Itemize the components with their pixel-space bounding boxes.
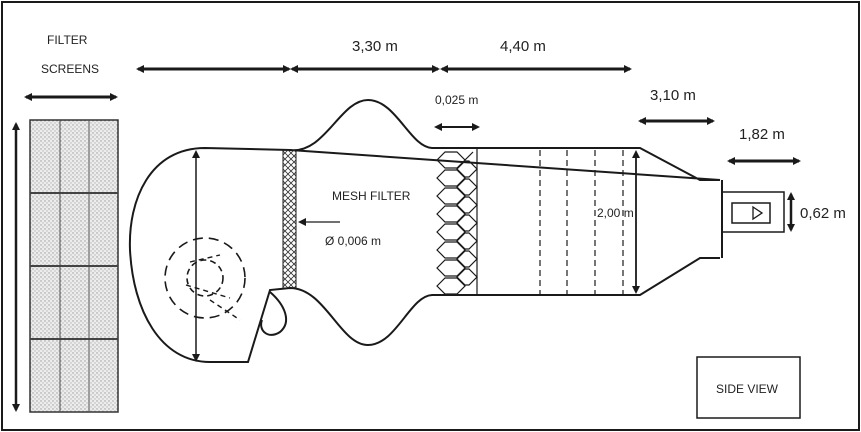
side-view-label: SIDE VIEW xyxy=(716,382,779,396)
filter-screens xyxy=(30,120,118,412)
mesh-diameter-label: Ø 0,006 m xyxy=(325,234,382,248)
mesh-filter-label: MESH FILTER xyxy=(332,189,411,203)
dim-outlet-length-label: 1,82 m xyxy=(739,126,785,143)
filter-screens-label-line2: SCREENS xyxy=(41,62,100,76)
section-height-label: 2,00 m xyxy=(597,206,634,220)
tunnel-outline xyxy=(130,100,720,362)
outlet-box xyxy=(722,180,784,258)
diagram-frame xyxy=(2,2,859,430)
outlet-height-label: 0,62 m xyxy=(800,205,846,222)
honeycomb-dim-label: 0,025 m xyxy=(435,93,479,107)
fan-outlet-curl xyxy=(261,292,286,335)
filter-screens-label-line1: FILTER xyxy=(47,33,88,47)
dim-diffuser-label: 3,10 m xyxy=(650,87,696,104)
dim-test-section-label: 4,40 m xyxy=(500,38,546,55)
honeycomb xyxy=(437,148,477,295)
mesh-filter-band xyxy=(283,150,296,288)
dim-contraction-label: 3,30 m xyxy=(352,38,398,55)
fan xyxy=(165,238,245,320)
